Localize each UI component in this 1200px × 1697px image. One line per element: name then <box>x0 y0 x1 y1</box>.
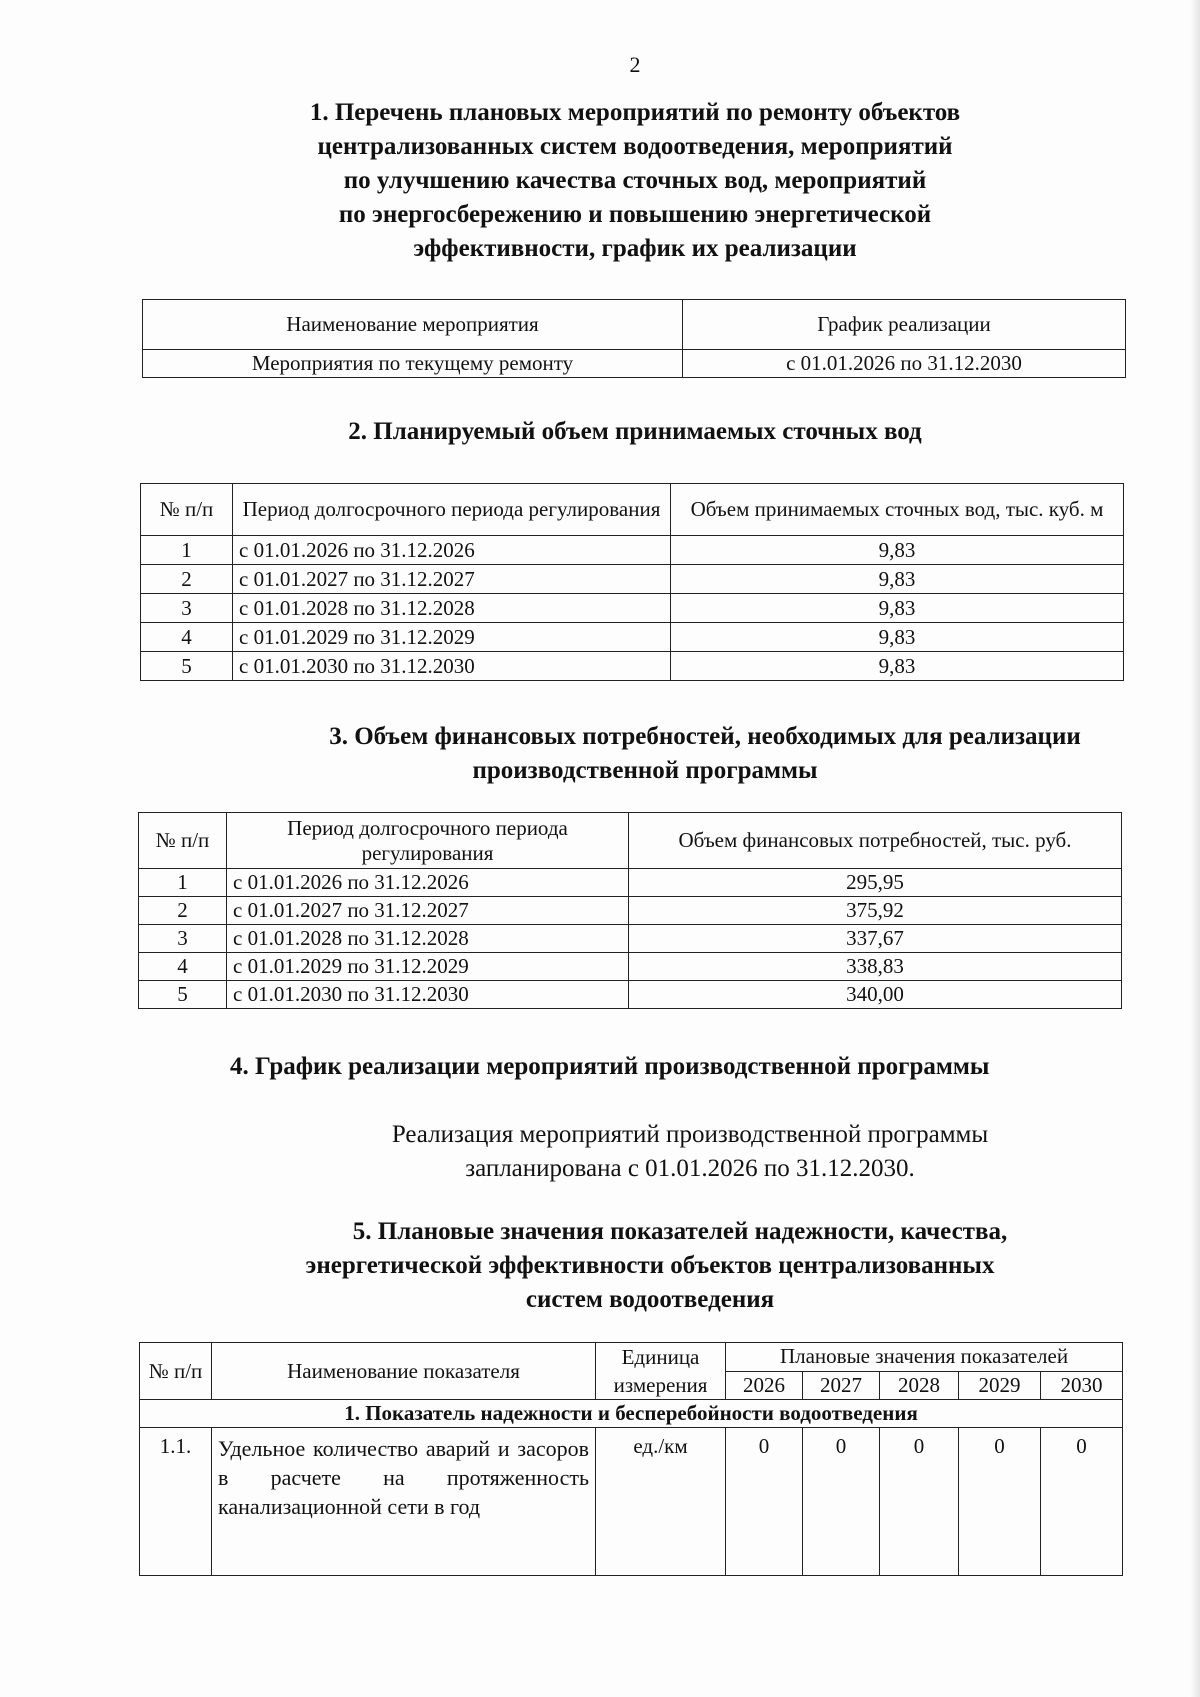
volume-cell: 9,83 <box>671 623 1124 652</box>
section2-table <box>140 483 1124 681</box>
volume-cell: 9,83 <box>671 565 1124 594</box>
section1-title-line: 1. Перечень плановых мероприятий по ремонту объектов <box>309 99 961 126</box>
value-cell: 0 <box>726 1428 803 1576</box>
header-num: № п/п <box>140 1343 212 1400</box>
section1-title-line: эффективности, график их реализации <box>413 235 857 262</box>
section5-table <box>139 1342 1123 1576</box>
period-cell: с 01.01.2028 по 31.12.2028 <box>227 925 629 953</box>
section1-title-line: централизованных систем водоотведения, мероприятий <box>317 133 953 160</box>
table-row <box>141 536 1124 565</box>
section4-title: 4. График реализации мероприятий производственной программы <box>230 1053 990 1080</box>
table-row <box>141 652 1124 681</box>
period-cell: с 01.01.2028 по 31.12.2028 <box>233 594 671 623</box>
table-row <box>143 350 1126 378</box>
table-row <box>139 953 1122 981</box>
header-volume: Объем принимаемых сточных вод, тыс. куб. м <box>671 484 1124 536</box>
table-header-row <box>140 1343 1123 1372</box>
finance-cell: 338,83 <box>629 953 1122 981</box>
header-year: 2028 <box>880 1371 959 1400</box>
table-row <box>139 981 1122 1009</box>
section5-title-line: 5. Плановые значения показателей надежности, качества, <box>352 1218 1008 1245</box>
page-number: 2 <box>629 52 641 77</box>
num-cell: 1 <box>139 869 227 897</box>
finance-cell: 337,67 <box>629 925 1122 953</box>
indicator-name-cell: Удельное количество аварий и засоров в расчете на протяженность канализационной сети в год <box>212 1428 596 1576</box>
header-period: Период долгосрочного периода регулирования <box>227 813 629 869</box>
num-cell: 2 <box>139 897 227 925</box>
table-row <box>139 897 1122 925</box>
period-cell: с 01.01.2026 по 31.12.2026 <box>227 869 629 897</box>
num-cell: 4 <box>139 953 227 981</box>
section3-title-line: 3. Объем финансовых потребностей, необходимых для реализации <box>329 723 1081 750</box>
section4-text <box>230 1118 1150 1186</box>
num-cell: 4 <box>141 623 233 652</box>
header-unit: Единица измерения <box>596 1343 726 1400</box>
event-name-cell: Мероприятия по текущему ремонту <box>143 350 683 378</box>
period-cell: с 01.01.2029 по 31.12.2029 <box>227 953 629 981</box>
num-cell: 3 <box>141 594 233 623</box>
table-row <box>141 594 1124 623</box>
header-num: № п/п <box>141 484 233 536</box>
section1-table <box>142 299 1126 378</box>
table-row <box>141 565 1124 594</box>
header-year: 2029 <box>959 1371 1041 1400</box>
section1-title-line: по энергосбережению и повышению энергетической <box>338 201 932 228</box>
value-cell: 0 <box>880 1428 959 1576</box>
volume-cell: 9,83 <box>671 594 1124 623</box>
section4-text-line: Реализация мероприятий производственной программы <box>391 1121 989 1148</box>
header-finance: Объем финансовых потребностей, тыс. руб. <box>629 813 1122 869</box>
section5-title-line: энергетической эффективности объектов централизованных <box>305 1252 995 1279</box>
num-cell: 5 <box>141 652 233 681</box>
period-cell: с 01.01.2030 по 31.12.2030 <box>233 652 671 681</box>
table-row <box>139 869 1122 897</box>
finance-cell: 375,92 <box>629 897 1122 925</box>
section2-title: 2. Планируемый объем принимаемых сточных вод <box>348 418 922 445</box>
volume-cell: 9,83 <box>671 536 1124 565</box>
header-year: 2030 <box>1041 1371 1123 1400</box>
period-cell: с 01.01.2027 по 31.12.2027 <box>233 565 671 594</box>
header-num: № п/п <box>139 813 227 869</box>
volume-cell: 9,83 <box>671 652 1124 681</box>
table-subheader-row <box>140 1400 1123 1428</box>
header-year: 2026 <box>726 1371 803 1400</box>
section5-title <box>200 1215 1100 1317</box>
value-cell: 0 <box>1041 1428 1123 1576</box>
num-cell: 2 <box>141 565 233 594</box>
section3-title-line: производственной программы <box>472 757 818 784</box>
section4-text-line: запланирована с 01.01.2026 по 31.12.2030. <box>465 1155 915 1182</box>
value-cell: 0 <box>803 1428 880 1576</box>
subheader-reliability: 1. Показатель надежности и бесперебойности водоотведения <box>140 1400 1123 1428</box>
table-row <box>141 623 1124 652</box>
num-cell: 5 <box>139 981 227 1009</box>
header-year: 2027 <box>803 1371 880 1400</box>
section5-title-line: систем водоотведения <box>525 1286 775 1313</box>
section3-title <box>200 720 1200 788</box>
header-planned-values: Плановые значения показателей <box>726 1343 1123 1372</box>
indicator-unit-cell: ед./км <box>596 1428 726 1576</box>
section1-title-line: по улучшению качества сточных вод, мероприятий <box>343 167 927 194</box>
header-period: Период долгосрочного периода регулирования <box>233 484 671 536</box>
num-cell: 1 <box>141 536 233 565</box>
table-header-row <box>143 300 1126 350</box>
header-event-name: Наименование мероприятия <box>143 300 683 350</box>
period-cell: с 01.01.2026 по 31.12.2026 <box>233 536 671 565</box>
period-cell: с 01.01.2029 по 31.12.2029 <box>233 623 671 652</box>
num-cell: 3 <box>139 925 227 953</box>
finance-cell: 340,00 <box>629 981 1122 1009</box>
table-row <box>139 925 1122 953</box>
section3-table <box>138 812 1122 1009</box>
indicator-num-cell: 1.1. <box>140 1428 212 1576</box>
schedule-cell: с 01.01.2026 по 31.12.2030 <box>683 350 1126 378</box>
value-cell: 0 <box>959 1428 1041 1576</box>
header-schedule: График реализации <box>683 300 1126 350</box>
finance-cell: 295,95 <box>629 869 1122 897</box>
section1-title <box>130 96 1140 266</box>
table-header-row <box>141 484 1124 536</box>
period-cell: с 01.01.2027 по 31.12.2027 <box>227 897 629 925</box>
scan-edge-shadow <box>1190 0 1200 1697</box>
table-row <box>140 1428 1123 1576</box>
period-cell: с 01.01.2030 по 31.12.2030 <box>227 981 629 1009</box>
header-indicator-name: Наименование показателя <box>212 1343 596 1400</box>
table-header-row <box>139 813 1122 869</box>
